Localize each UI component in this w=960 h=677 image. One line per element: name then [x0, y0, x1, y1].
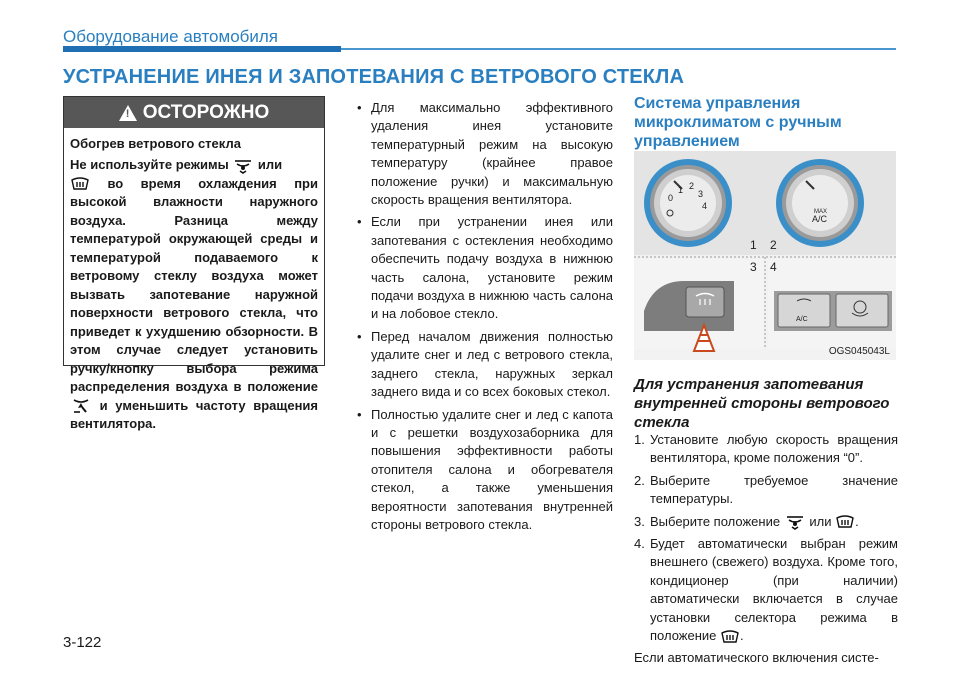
list-item: • Для максимально эффективного удаления инея установите температурный режим на высокую температуру (крайнее правое положение ручки) и максимальную скорость вращения вентилятора. — [355, 99, 613, 209]
warning-label: ОСТОРОЖНО — [142, 101, 270, 123]
step-text: Выберите положение — [650, 513, 781, 529]
knob1-tick: 3 — [698, 189, 704, 199]
ac-button-label: A/C — [796, 316, 808, 323]
warning-p1: Не используйте режимы — [70, 157, 229, 172]
middle-column — [355, 99, 613, 538]
header-bar — [63, 46, 341, 52]
windshield-defrost-icon — [720, 629, 740, 645]
list-item — [634, 472, 898, 509]
windshield-defrost-icon — [835, 514, 855, 530]
climate-control-illustration — [634, 151, 896, 360]
figure-label: 4 — [770, 260, 777, 274]
knob1-tick: 4 — [702, 201, 708, 211]
windshield-defrost-icon — [70, 176, 90, 192]
step-end: . — [855, 513, 859, 529]
warning-box — [63, 96, 325, 431]
warning-text — [70, 156, 318, 434]
climate-control-figure — [634, 151, 896, 360]
figure-label: 3 — [750, 260, 757, 274]
warning-p2: во время охлаждения при высокой влажности наружного воздуха. Разница между температурой окружающей среды и температурой подаваемого к ветровому стеклу воздуха может вызвать запотевание наружной поверхности ветрового стекла, что приведет к ухудшению обзорности. В этом случае следует установить ручку/кнопку выбора режима распределения воздуха в положение — [70, 175, 318, 394]
warning-p3: и уменьшить частоту вращения вентилятора. — [70, 397, 318, 431]
step-text: Установите любую скорость вращения вентилятора, кроме положения “0”. — [650, 432, 898, 466]
step-number: 3. — [634, 513, 645, 529]
warning-subtitle: Обогрев ветрового стекла — [70, 136, 241, 151]
list-item: • Если при устранении инея или запотевания с остекления необходимо обеспечить подачу воздуха в нижнюю часть салона, установите режим подачи воздуха в нижнюю часть салона и на лобовое стекло. — [355, 213, 613, 323]
page-number: 3-122 — [63, 634, 102, 651]
steps-list — [634, 431, 898, 668]
list-item — [634, 513, 898, 531]
defrost-floor-icon — [70, 398, 92, 414]
figure-label: 1 — [750, 238, 757, 252]
step-number: 4. — [634, 536, 645, 552]
knob2-max: MAX — [814, 209, 828, 215]
tips-list — [355, 99, 613, 534]
warning-header — [64, 97, 324, 128]
knob1-tick: 1 — [678, 185, 684, 195]
header-rule — [341, 48, 896, 50]
figure-code: OGS045043L — [828, 346, 890, 357]
section-heading: Система управления микроклиматом с ручным управлением — [634, 95, 842, 150]
step-number: 2. — [634, 472, 645, 488]
knob2-ac: A/C — [812, 214, 828, 224]
knob1-tick: 2 — [689, 181, 695, 191]
step-number: 1. — [634, 432, 645, 447]
page-title: УСТРАНЕНИЕ ИНЕЯ И ЗАПОТЕВАНИЯ С ВЕТРОВОГО СТЕКЛА — [63, 66, 685, 88]
warning-or: или — [257, 157, 283, 172]
continuation-text: Если автоматического включения систе- — [634, 650, 879, 666]
defrost-floor-icon — [784, 514, 806, 530]
list-item — [634, 535, 898, 645]
step-text: Выберите требуемое значение температуры. — [650, 472, 898, 507]
step-end: . — [740, 628, 744, 644]
figure-label: 2 — [770, 238, 777, 252]
step-text: Будет автоматически выбран режим внешнего (свежего) воздуха. Кроме того, кондиционер (при наличии) автоматически включается в случае установки селектора режима в положение — [650, 536, 898, 644]
warning-triangle-icon — [119, 105, 137, 121]
list-item: • Перед началом движения полностью удалите снег и лед с ветрового стекла, заднего стекла, наружных зеркал заднего вида и со всех боковых стекол. — [355, 328, 613, 402]
step-or: или — [809, 513, 832, 529]
list-item: • Полностью удалите снег и лед с капота и с решетки воздухозаборника для повышения эффективности работы отопителя салона и обогревателя стекол, а также уменьшения вероятности запотевания внутренней стороны ветрового стекла. — [355, 406, 613, 535]
list-item — [634, 431, 898, 468]
knob1-tick: 0 — [668, 193, 674, 203]
defrost-floor-icon — [232, 158, 254, 174]
section-title: Оборудование автомобиля — [63, 27, 279, 46]
subsection-title: Для устранения запотевания внутренней стороны ветрового стекла — [634, 376, 890, 431]
